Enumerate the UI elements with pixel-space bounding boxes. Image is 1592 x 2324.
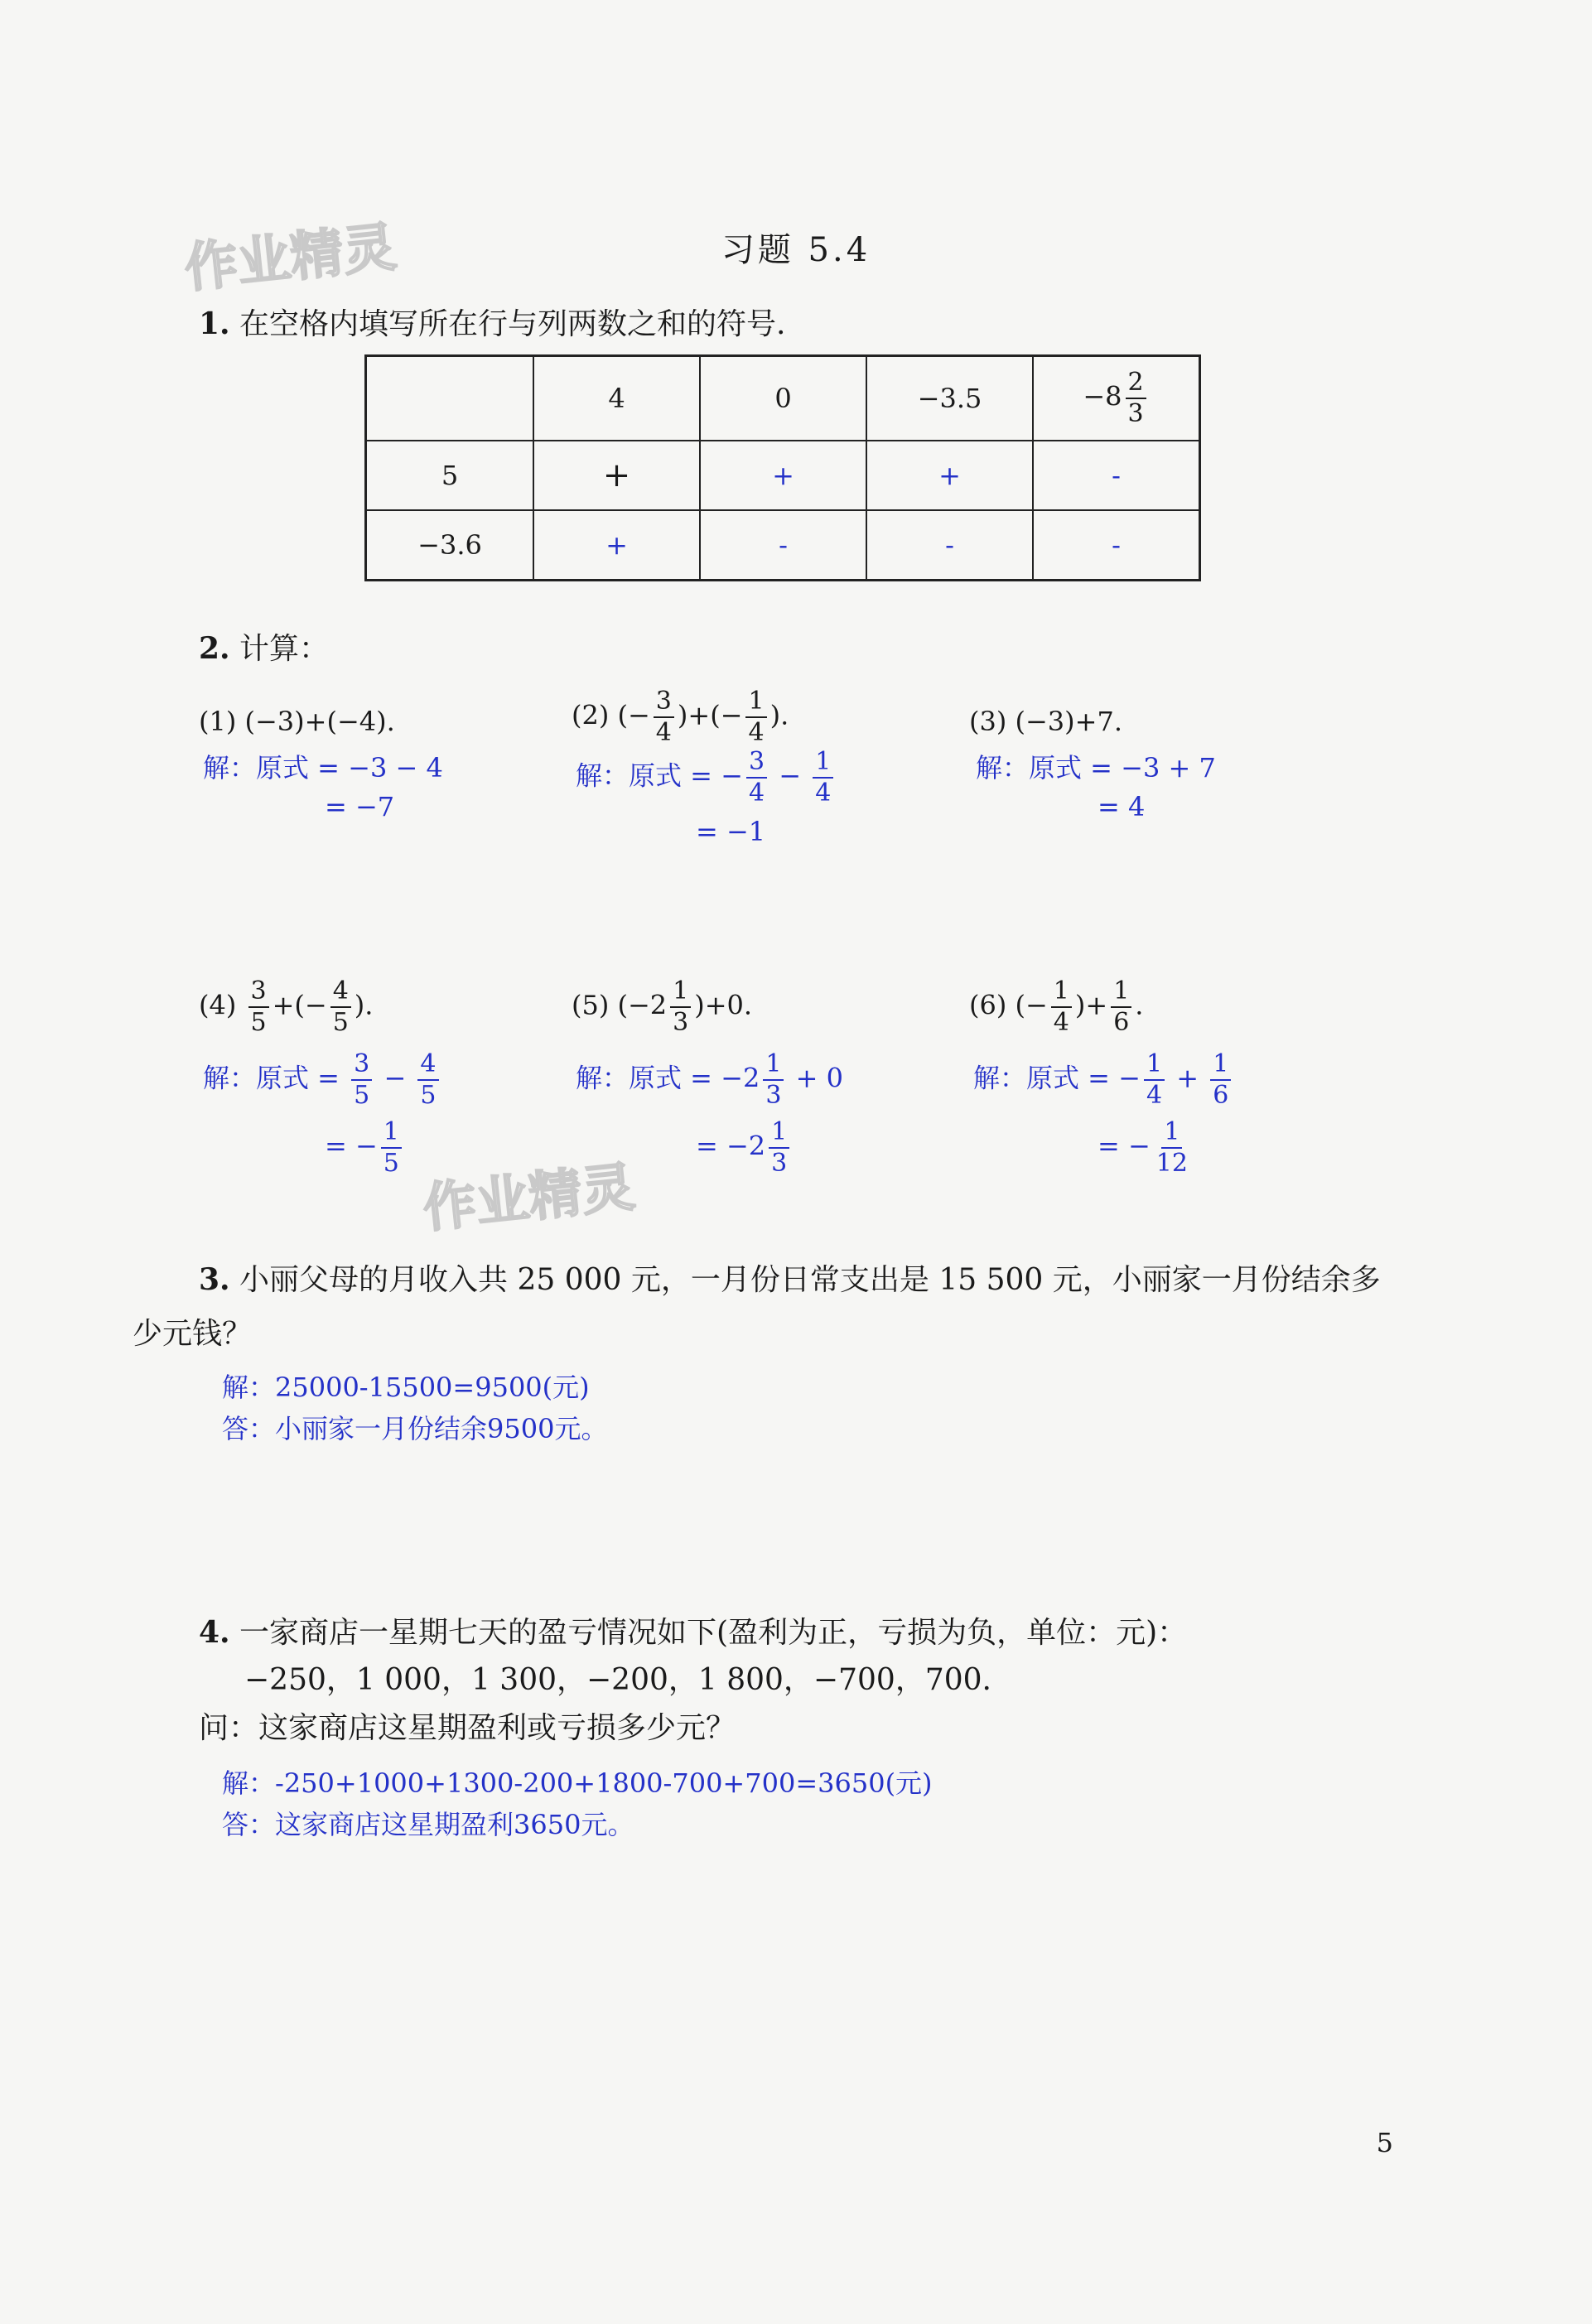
problem-4: (4) $\frac{3}{5}$ +(− $\frac{4}{5}$ ). bbox=[199, 976, 374, 1037]
sign-cell: - bbox=[1033, 441, 1200, 510]
solution-3-result: = 4 bbox=[1098, 791, 1146, 822]
table-row bbox=[366, 510, 1200, 581]
table-corner bbox=[366, 356, 534, 441]
row-label: −3.6 bbox=[366, 510, 534, 581]
sign-cell: + bbox=[533, 510, 700, 581]
watermark-logo: 作业精灵 bbox=[181, 216, 399, 301]
row-label: 5 bbox=[366, 441, 534, 510]
question-3-cont: 少元钱？ bbox=[133, 1317, 253, 1351]
problem-6: (6) (− $\frac{1}{4}$ )+ $\frac{1}{6}$ . bbox=[969, 976, 1144, 1037]
question-4-ask: 问：这家商店这星期盈利或亏损多少元？ bbox=[199, 1711, 736, 1745]
problem-2: (2) (− $\frac{3}{4}$ )+(− $\frac{1}{4}$ ). bbox=[572, 687, 789, 747]
sign-cell: - bbox=[1033, 510, 1200, 581]
sign-cell: + bbox=[866, 441, 1033, 510]
solution-6: 解：原式 = − $\frac{1}{4}$ + $\frac{1}{6}$ bbox=[973, 1052, 1234, 1108]
page-number: 5 bbox=[1376, 2127, 1393, 2158]
solution-5-result: = −2 $\frac{1}{3}$ bbox=[696, 1120, 793, 1176]
question-4 bbox=[199, 1613, 1187, 1653]
solution-q3: 解：25000-15500=9500(元) bbox=[222, 1372, 590, 1403]
answer-q3: 答：小丽家一月份结余9500元。 bbox=[222, 1413, 608, 1444]
question-number: 4. bbox=[199, 1615, 230, 1650]
table-row bbox=[366, 441, 1200, 510]
question-text: 计算： bbox=[239, 632, 330, 666]
solution-2: 解：原式 = − $\frac{3}{4}$ − $\frac{1}{4}$ bbox=[576, 750, 837, 806]
question-text: 在空格内填写所在行与列两数之和的符号. bbox=[239, 307, 786, 341]
table-header: −3.5 bbox=[866, 356, 1033, 441]
sign-cell: + bbox=[533, 441, 700, 510]
question-text: 一家商店一星期七天的盈亏情况如下(盈利为正，亏损为负，单位：元)： bbox=[239, 1616, 1188, 1650]
sign-cell: - bbox=[866, 510, 1033, 581]
problem-1: (1) (−3)+(−4). bbox=[199, 706, 395, 737]
solution-2-result: = −1 bbox=[696, 816, 766, 847]
sign-cell: + bbox=[700, 441, 866, 510]
question-number: 2. bbox=[199, 631, 230, 666]
solution-6-result: = − $\frac{1}{12}$ bbox=[1098, 1117, 1188, 1178]
question-4-data: −250，1 000，1 300，−200，1 800，−700，700. bbox=[244, 1663, 991, 1697]
solution-4: 解：原式 = $\frac{3}{5}$ − $\frac{4}{5}$ bbox=[203, 1052, 442, 1108]
question-number: 1. bbox=[199, 306, 230, 341]
table-header: −8 $\frac{2}{3}$ bbox=[1033, 356, 1200, 441]
answer-q4: 答：这家商店这星期盈利3650元。 bbox=[222, 1809, 634, 1840]
question-number: 3. bbox=[199, 1262, 230, 1297]
solution-5: 解：原式 = −2 $\frac{1}{3}$ + 0 bbox=[576, 1049, 843, 1110]
page-title: 习题 5.4 bbox=[721, 231, 871, 269]
question-3 bbox=[199, 1261, 1381, 1300]
sign-cell: - bbox=[700, 510, 866, 581]
solution-4-result: = − $\frac{1}{5}$ bbox=[325, 1120, 405, 1176]
question-1 bbox=[199, 305, 786, 345]
problem-3: (3) (−3)+7. bbox=[969, 706, 1122, 737]
question-2 bbox=[199, 629, 329, 669]
sign-table bbox=[364, 354, 1201, 581]
solution-3: 解：原式 = −3 + 7 bbox=[976, 752, 1216, 784]
solution-1-result: = −7 bbox=[325, 791, 395, 822]
table-header: 4 bbox=[533, 356, 700, 441]
problem-5: (5) (−2 $\frac{1}{3}$ )+0. bbox=[572, 976, 753, 1037]
watermark-logo: 作业精灵 bbox=[420, 1156, 638, 1241]
solution-1: 解：原式 = −3 − 4 bbox=[203, 752, 443, 784]
solution-q4: 解：-250+1000+1300-200+1800-700+700=3650(元) bbox=[222, 1767, 933, 1799]
table-header: 0 bbox=[700, 356, 866, 441]
question-text: 小丽父母的月收入共 25 000 元，一月份日常支出是 15 500 元，小丽家一月份结余多 bbox=[239, 1263, 1381, 1297]
